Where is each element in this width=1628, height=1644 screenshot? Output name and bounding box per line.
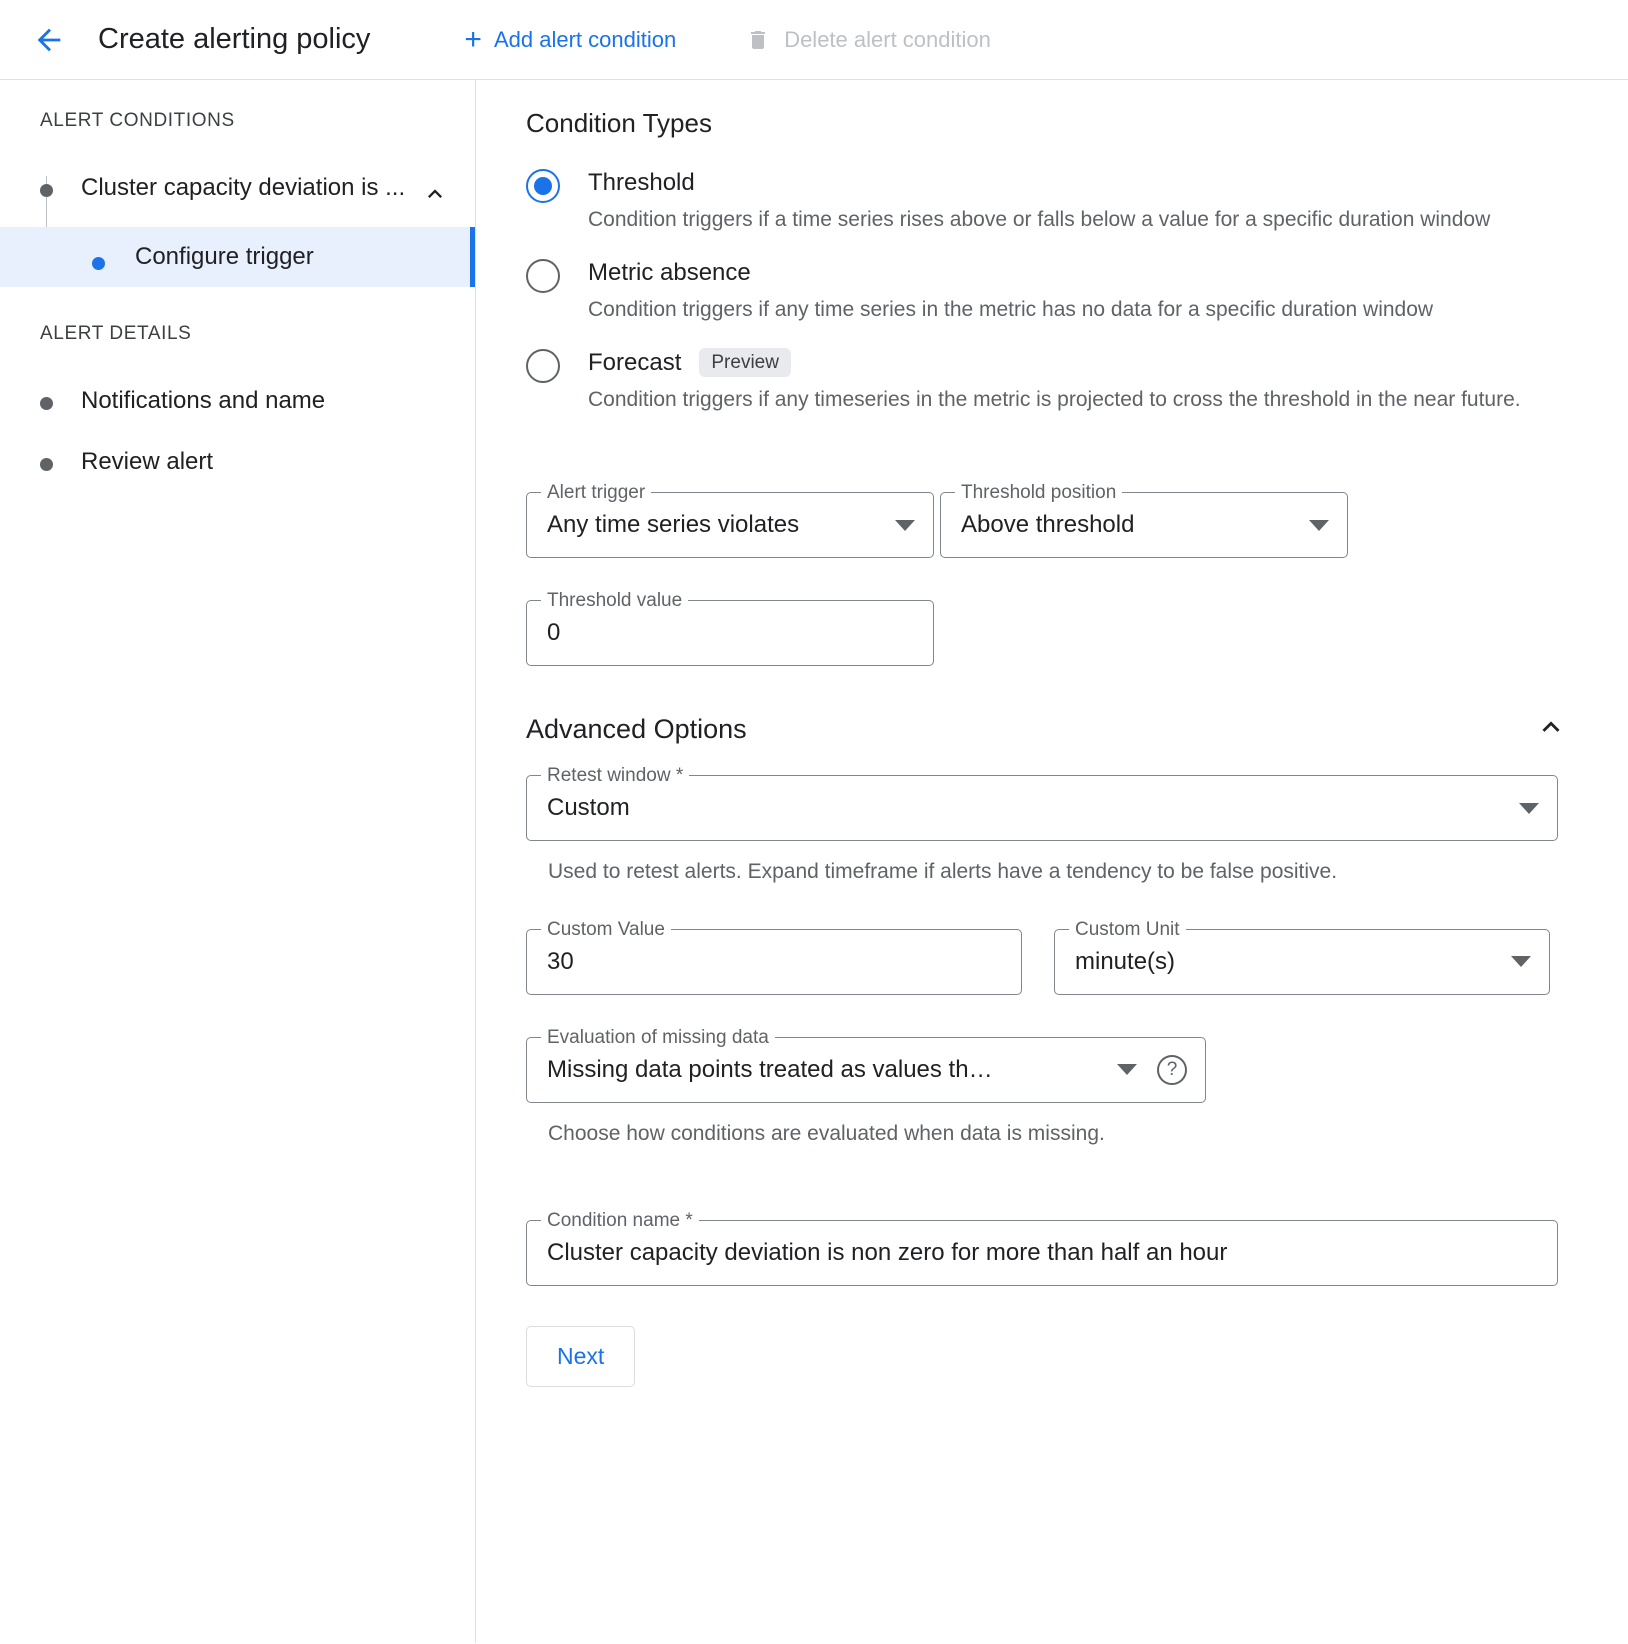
preview-badge: Preview xyxy=(699,348,791,377)
sidebar-item-label: Cluster capacity deviation is ... xyxy=(81,174,406,201)
threshold-value-label: Threshold value xyxy=(541,590,688,612)
bullet-icon xyxy=(40,397,53,410)
threshold-position-select[interactable] xyxy=(940,482,1348,558)
back-button[interactable] xyxy=(26,17,72,63)
threshold-position-label: Threshold position xyxy=(955,482,1122,504)
custom-unit-value: minute(s) xyxy=(1075,947,1176,975)
bullet-icon xyxy=(40,184,53,197)
top-bar xyxy=(0,0,1628,80)
chevron-down-icon[interactable] xyxy=(895,520,915,531)
chevron-down-icon[interactable] xyxy=(1309,520,1329,531)
add-alert-condition-button[interactable] xyxy=(464,22,677,56)
radio-threshold[interactable] xyxy=(526,169,560,203)
bullet-icon xyxy=(92,257,105,270)
sidebar-item-configure-trigger[interactable] xyxy=(0,227,475,287)
missing-data-select[interactable] xyxy=(526,1026,1206,1103)
sidebar-section-alert-conditions: ALERT CONDITIONS xyxy=(40,110,235,131)
chevron-up-icon[interactable] xyxy=(421,180,449,213)
custom-unit-label: Custom Unit xyxy=(1069,919,1186,941)
delete-alert-condition-label: Delete alert condition xyxy=(784,26,991,52)
sidebar-item-review-alert[interactable] xyxy=(0,432,475,492)
custom-value-label: Custom Value xyxy=(541,919,671,941)
radio-forecast-description: Condition triggers if any timeseries in the metric is projected to cross the threshold in the near future. xyxy=(588,387,1521,411)
add-alert-condition-label: Add alert condition xyxy=(493,26,677,52)
radio-forecast[interactable] xyxy=(526,349,560,383)
trash-icon xyxy=(746,28,770,52)
custom-value-input[interactable] xyxy=(526,918,1022,995)
radio-metric-absence[interactable] xyxy=(526,259,560,293)
radio-metric-absence-description: Condition triggers if any time series in the metric has no data for a specific duration window xyxy=(588,297,1434,321)
radio-metric-absence-label: Metric absence xyxy=(588,258,751,286)
arrow-left-icon xyxy=(32,23,66,57)
retest-window-value: Custom xyxy=(547,794,630,822)
condition-option-threshold[interactable] xyxy=(526,165,1568,235)
chevron-down-icon[interactable] xyxy=(1519,803,1539,814)
alert-trigger-value: Any time series violates xyxy=(547,511,800,539)
condition-name-input[interactable] xyxy=(526,1210,1558,1286)
sidebar xyxy=(0,80,476,1643)
delete-alert-condition-button[interactable] xyxy=(746,27,991,53)
advanced-options-title: Advanced Options xyxy=(526,714,747,745)
next-button[interactable]: Next xyxy=(526,1326,635,1387)
advanced-options-header[interactable] xyxy=(526,710,1568,749)
retest-window-label: Retest window * xyxy=(541,765,689,787)
topbar-actions xyxy=(464,22,991,56)
main-content xyxy=(476,80,1628,1643)
missing-data-help: Choose how conditions are evaluated when data is missing. xyxy=(548,1121,1105,1145)
sidebar-item-label: Notifications and name xyxy=(81,387,326,415)
condition-option-metric-absence[interactable] xyxy=(526,255,1568,325)
alert-trigger-label: Alert trigger xyxy=(541,482,651,504)
custom-value-text: 30 xyxy=(547,947,574,975)
threshold-value-text: 0 xyxy=(547,619,561,647)
help-icon[interactable]: ? xyxy=(1157,1055,1187,1085)
retest-window-help: Used to retest alerts. Expand timeframe if alerts have a tendency to be false positive. xyxy=(548,860,1338,884)
sidebar-item-cluster-capacity-condition[interactable] xyxy=(0,158,475,227)
custom-unit-select[interactable] xyxy=(1054,918,1550,995)
page-title: Create alerting policy xyxy=(98,23,371,55)
condition-option-forecast[interactable] xyxy=(526,345,1568,415)
radio-forecast-label: Forecast xyxy=(588,348,682,376)
bullet-icon xyxy=(40,458,53,471)
radio-threshold-label: Threshold xyxy=(588,169,695,196)
threshold-value-input[interactable] xyxy=(526,590,934,666)
condition-types-heading: Condition Types xyxy=(526,108,712,138)
sidebar-section-alert-details: ALERT DETAILS xyxy=(40,323,192,345)
condition-name-text: Cluster capacity deviation is non zero for more than half an hour xyxy=(547,1239,1228,1267)
retest-window-select[interactable] xyxy=(526,765,1558,841)
plus-icon: + xyxy=(464,22,482,56)
radio-threshold-description: Condition triggers if a time series rises above or falls below a value for a specific duration window xyxy=(588,208,1491,231)
condition-name-label: Condition name * xyxy=(541,1210,699,1232)
missing-data-label: Evaluation of missing data xyxy=(541,1027,775,1049)
chevron-down-icon[interactable] xyxy=(1117,1064,1137,1075)
sidebar-subitem-label: Configure trigger xyxy=(135,243,314,270)
chevron-down-icon[interactable] xyxy=(1511,956,1531,967)
sidebar-item-notifications-and-name[interactable] xyxy=(0,371,475,431)
chevron-up-icon[interactable] xyxy=(1534,710,1568,749)
sidebar-item-label: Review alert xyxy=(81,447,214,475)
alert-trigger-select[interactable] xyxy=(526,482,934,558)
missing-data-value: Missing data points treated as values th… xyxy=(547,1055,993,1083)
threshold-position-value: Above threshold xyxy=(961,511,1135,539)
